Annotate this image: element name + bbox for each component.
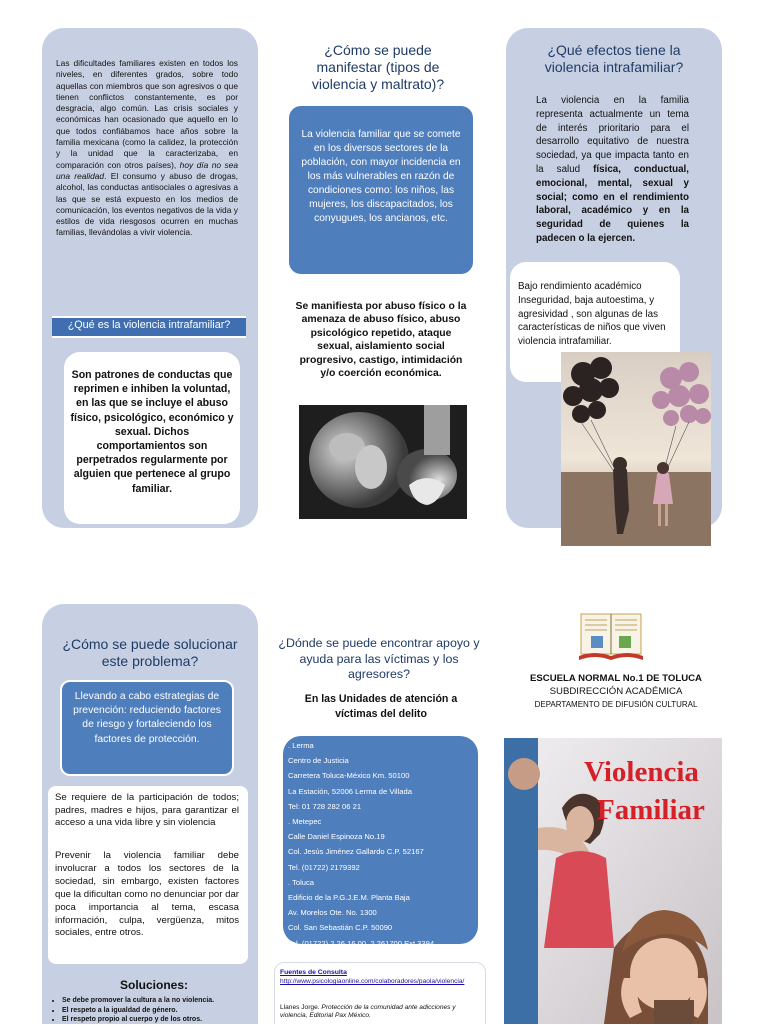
sources-title: Fuentes de Consulta <box>280 969 347 976</box>
cover-title-2: Familiar <box>597 794 705 826</box>
manifest-text: Se manifiesta por abuso físico o la amenaza de abuso físico, abuso psicológico repetido, ataque sexual, aislamiento social progresivo, castigo, intimidación y/o coerción económica. <box>295 301 467 380</box>
solution-item: • El respeto a la igualdad de género. <box>62 1006 252 1016</box>
intro-text-2: . El consumo y abuso de drogas, alcohol, las conductas antisociales o agresivas a las que se está expuesto en los medios de comunicación, los eventos negativos de la vida y estilos de vida riesgosos ocurren en muchas familias, llevándolas a vivir violencia. <box>56 170 238 238</box>
address-line: . Lerma <box>288 741 314 750</box>
address-line: Tel. (01722) 2179392 <box>288 862 360 872</box>
strategy-text: Llevando a cabo estrategias de prevención: reduciendo factores de riesgo y fortaleciendo los factores de protección. <box>73 691 221 745</box>
participation-text: Se requiere de la participación de todos; padres, madres e hijos, para garantizar el acceso a una vida libre y sin violencia <box>55 792 239 829</box>
abuse-illustration <box>299 405 467 519</box>
definition-text: Son patrones de conductas que reprimen e inhiben la voluntad, en las que se incluye el abuso físico, psicológico, económico y sexual. Dichos comportamientos son perpetrados regularmente por alguien que pertenece al grupo familiar. <box>70 369 234 495</box>
support-title: ¿Dónde se puede encontrar apoyo y ayuda para las víctimas y los agresores? <box>278 636 480 682</box>
address-line: Col. San Sebastián C.P. 50090 <box>288 923 393 933</box>
address-list <box>288 738 474 951</box>
address-line: . Toluca <box>288 877 315 887</box>
manifest-title: ¿Cómo se puede manifestar (tipos de violencia y maltrato)? <box>311 42 445 92</box>
abuse-photo <box>299 405 467 519</box>
effects-paragraph <box>536 94 689 246</box>
solutions-title: Soluciones: <box>119 978 188 992</box>
cover-title-1: Violencia <box>584 756 699 788</box>
question-label: ¿Qué es la violencia intrafamiliar? <box>67 319 231 331</box>
vulnerable-text: La violencia familiar que se comete en los diversos sectores de la población, con mayor incidencia en los más vulnerables en razón de condiciones como: los niños, las mujeres, los discapacitados, los conyugues, los ancianos, etc. <box>301 129 461 224</box>
subdirection: SUBDIRECCIÓN ACADÉMICA <box>549 686 683 697</box>
balloons-illustration <box>561 352 711 546</box>
solutions-list <box>52 996 252 1025</box>
address-line: Tel: 01 728 282 06 21 <box>288 801 362 811</box>
sources-reference <box>280 1004 480 1021</box>
intro-text: Las dificultades familiares existen en todos los niveles, en diferentes grados, sobre todo aquellas con miembros que son agresivos o que tienen conflictos constantemente, es por desgracia, algo común. Las crisis sociales y económicas han ocasionado que aquello en lo que todos confiábamos hace años sobre la familia mexicana (como la calidez, la protección y la unidad que la caracterizaba, en comparación con otros países), <box>56 58 238 170</box>
school-name: ESCUELA NORMAL No.1 DE TOLUCA <box>530 673 702 684</box>
address-line: Centro de Justicia <box>288 756 349 766</box>
address-line: . Metepec <box>288 817 322 827</box>
department: DEPARTAMENTO DE DIFUSIÓN CULTURAL <box>534 700 698 709</box>
address-line: La Estación, 52006 Lerma de Villada <box>288 786 412 796</box>
support-subtitle: En las Unidades de atención a víctimas del delito <box>304 693 458 720</box>
effects-bold: física, conductual, emocional, mental, sexual y social; como en el rendimiento laboral, académico y en la seguridad de quienes la padecen o la ejercen. <box>536 163 689 244</box>
intro-italic: hoy día no sea una realidad <box>56 159 238 181</box>
address-line: Edificio de la P.G.J.E.M. Planta Baja <box>288 893 410 903</box>
prevention-text: Prevenir la violencia familiar debe involucrar a todos los sectores de la sociedad, sin embargo, existen factores que la dificultan como no denunciar por dar poca importancia al tema, escasa información, culpa, vergüenza, mitos sociales, entre otros. <box>55 850 239 939</box>
sources-link[interactable]: http://www.psicologiaonline.com/colaboradores/paola/violencia/ <box>280 978 465 985</box>
effects-text: La violencia en la familia representa actualmente un tema de interés prioritario para el desarrollo equitativo de nuestra sociedad, ya que impacta tanto en la salud <box>536 95 689 175</box>
solution-title: ¿Cómo se puede solucionar este problema? <box>62 636 238 669</box>
open-book-logo-icon <box>577 612 645 664</box>
intro-paragraph <box>56 58 238 239</box>
bullet-text: Bajo rendimiento académico Inseguridad, baja autoestima, y agresividad , son algunas de las características de niños que viven violencia intrafamiliar. <box>518 281 666 348</box>
solution-item: • El respeto propio al cuerpo y de los otros. <box>62 1015 252 1025</box>
balloons-photo <box>561 352 711 546</box>
sources-ref: Protección de la comunidad ante adicciones y violencia, Editorial Pax México. <box>280 1004 456 1020</box>
school-logo <box>577 612 645 664</box>
address-line: Av. Morelos Ote. No. 1300 <box>288 908 377 918</box>
address-line: Col. Jesús Jiménez Gallardo C.P. 52167 <box>288 847 424 857</box>
effects-title: ¿Qué efectos tiene la violencia intrafamiliar? <box>544 42 684 75</box>
sources-author: Llanes Jorge. <box>280 1004 320 1011</box>
solution-item: • Se debe promover la cultura a la no violencia. <box>62 996 252 1006</box>
address-line: Carretera Toluca-México Km. 50100 <box>288 771 410 781</box>
address-line: Tel. (01722) 2 26 16 00, 2 261700 Ext.3394 <box>288 938 435 948</box>
address-line: Calle Daniel Espinoza No.19 <box>288 832 385 842</box>
